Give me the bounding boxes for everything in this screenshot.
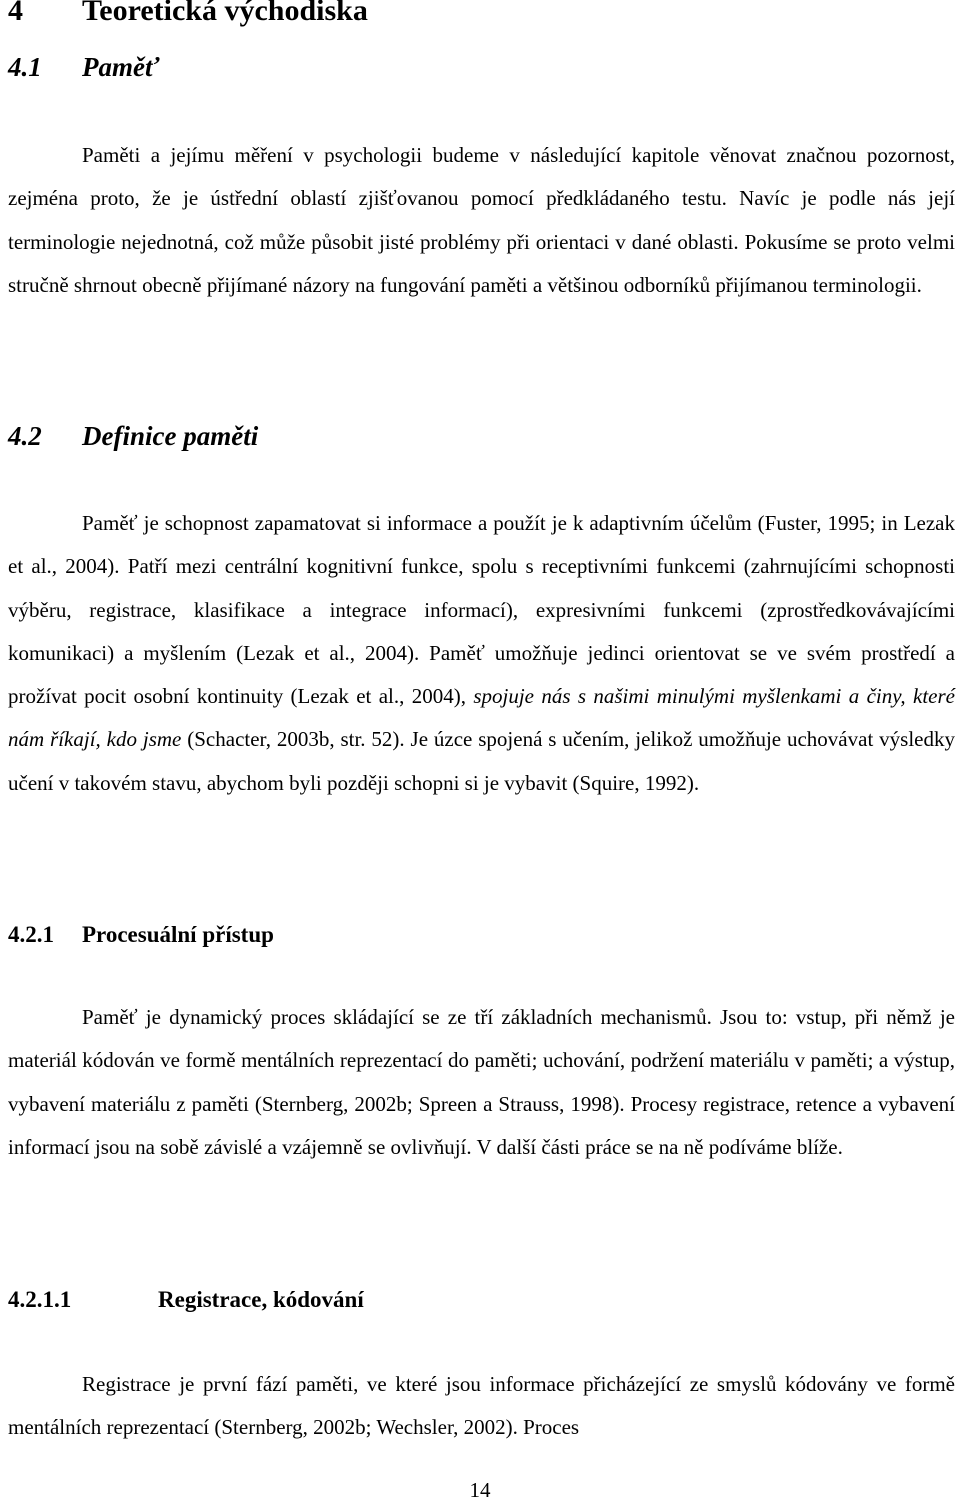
section-4-2-number: 4.2	[8, 421, 42, 451]
section-4-1-number: 4.1	[8, 52, 42, 82]
section-4-2-text-part1: Paměť je schopnost zapamatovat si informace a použít je k adaptivním účelům (Fuster, 1995; in Lezak et al., 2004). Patří mezi centrální kognitivní funkce, spolu s receptivními funkcemi (zahrnujícími schopnosti výběru, registrace, klasifikace a integrace informací), expresivními funkcemi (zprostředkovávajícími komunikaci) a myšlením (Lezak et al., 2004). Paměť umožňuje jedinci orientovat se ve svém prostředí a prožívat pocit osobní kontinuity (Lezak et al., 2004),	[8, 511, 955, 709]
section-4-2-1-1-number: 4.2.1.1	[8, 1287, 72, 1312]
section-4-1-paragraph: Paměti a jejímu měření v psychologii budeme v následující kapitole věnovat značnou pozornost, zejména proto, že je ústřední oblastí zjišťovanou pomocí předkládaného testu. Navíc je podle nás její terminologie nejednotná, což může působit jisté problémy při orientaci v dané oblasti. Pokusíme se proto velmi stručně shrnout obecně přijímané názory na fungování paměti a většinou odborníků přijímanou terminologii.	[8, 143, 955, 297]
section-4-1-title: Paměť	[82, 52, 160, 82]
chapter-title: Teoretická východiska	[82, 0, 368, 27]
section-4-2-1-1-paragraph: Registrace je první fází paměti, ve které jsou informace přicházející ze smyslů kódovány ve formě mentálních reprezentací (Sternberg, 2002b; Wechsler, 2002). Proces	[8, 1372, 955, 1440]
section-4-2-1-paragraph: Paměť je dynamický proces skládající se ze tří základních mechanismů. Jsou to: vstup, při němž je materiál kódován ve formě mentálních reprezentací do paměti; uchování, podržení materiálu v paměti; a výstup, vybavení materiálu z paměti (Sternberg, 2002b; Spreen a Strauss, 1998). Procesy registrace, retence a vybavení informací jsou na sobě závislé a vzájemně se ovlivňují. V další části práce se na ně podíváme blíže.	[8, 1005, 955, 1159]
page-number: 14	[469, 1478, 491, 1502]
section-4-2-heading	[8, 421, 258, 452]
section-4-2-title: Definice paměti	[82, 421, 259, 451]
section-4-2-italic-quote: spojuje nás s našimi minulými myšlenkami a činy, které nám říkají, kdo jsme	[8, 684, 955, 752]
chapter-number: 4	[8, 0, 23, 27]
section-4-2-1-number: 4.2.1	[8, 922, 54, 947]
chapter-heading	[8, 0, 368, 28]
section-4-2-1-heading	[8, 922, 274, 948]
section-4-1-heading	[8, 52, 159, 83]
section-4-2-1-title: Procesuální přístup	[82, 922, 274, 947]
section-4-2-paragraph	[8, 502, 955, 805]
section-4-2-1-1-title: Registrace, kódování	[158, 1287, 364, 1312]
section-4-2-1-1-heading	[8, 1287, 364, 1313]
section-4-2-text-part2: (Schacter, 2003b, str. 52). Je úzce spojená s učením, jelikož umožňuje uchovávat výsledky učení v takovém stavu, abychom byli později schopni si je vybavit (Squire, 1992).	[8, 727, 955, 795]
